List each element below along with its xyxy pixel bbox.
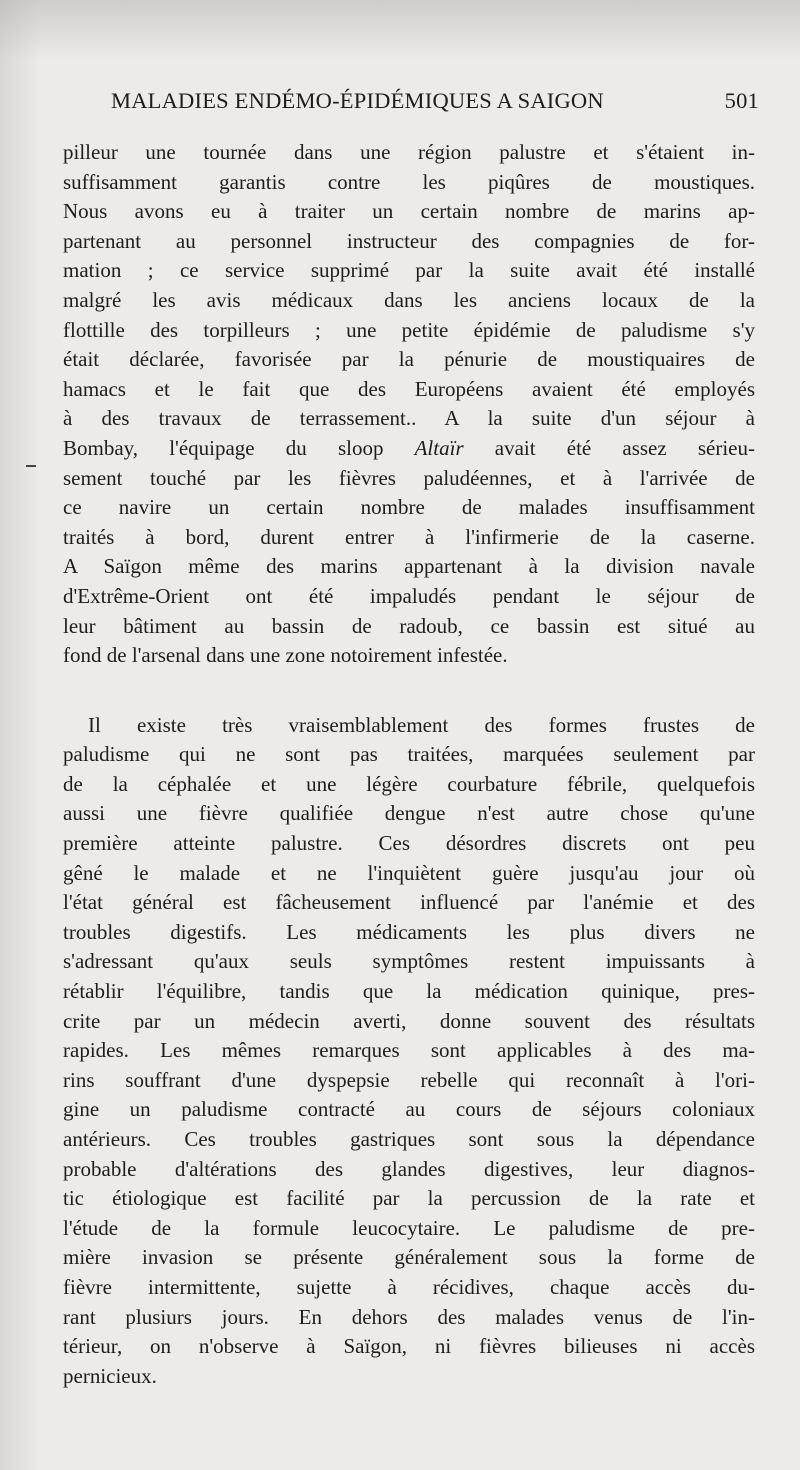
- text-line: leur bâtiment au bassin de radoub, ce bassin est situé au: [63, 613, 755, 638]
- text-line: tic étiologique est facilité par la percussion de la rate et: [63, 1186, 755, 1211]
- text-line-with-ship-name: [63, 434, 755, 464]
- running-header: [111, 88, 759, 118]
- text-line: Nous avons eu à traiter un certain nombre de marins ap-: [63, 199, 755, 224]
- text-line: pilleur une tournée dans une région palustre et s'étaient in-: [63, 140, 755, 164]
- text-line: flottille des torpilleurs ; une petite épidémie de paludisme s'y: [63, 317, 755, 342]
- text-line: l'étude de la formule leucocytaire. Le paludisme de pre-: [63, 1215, 755, 1240]
- text-line: pernicieux.: [63, 1363, 157, 1388]
- text-line: antérieurs. Ces troubles gastriques sont sous la dépendance: [63, 1127, 755, 1151]
- page-number: 501: [724, 88, 759, 113]
- text-line: troubles digestifs. Les médicaments les plus divers ne: [63, 919, 755, 944]
- paragraph-gap: [63, 671, 755, 711]
- text-line: crite par un médecin averti, donne souvent des résultats: [63, 1008, 755, 1033]
- text-fragment: Bombay, l'équipage du sloop: [63, 435, 415, 460]
- text-line: fièvre intermittente, sujette à récidives, chaque accès du-: [63, 1274, 755, 1299]
- text-line: paludisme qui ne sont pas traitées, marquées seulement par: [63, 742, 755, 767]
- text-line: s'adressant qu'aux seuls symptômes restent impuissants à: [63, 949, 755, 974]
- text-line: l'état général est fâcheusement influencé par l'anémie et des: [63, 890, 755, 915]
- text-line: mation ; ce service supprimé par la suite avait été installé: [63, 258, 755, 283]
- text-line: Il existe très vraisemblablement des formes frustes de: [88, 712, 755, 737]
- text-fragment: avait été assez sérieu-: [463, 435, 755, 460]
- text-line: était déclarée, favorisée par la pénurie de moustiquaires de: [63, 347, 755, 372]
- text-line: térieur, on n'observe à Saïgon, ni fièvres bilieuses ni accès: [63, 1334, 755, 1359]
- text-line: ce navire un certain nombre de malades insuffisamment: [63, 495, 755, 520]
- text-line: sement touché par les fièvres paludéennes, et à l'arrivée de: [63, 465, 755, 490]
- text-line: malgré les avis médicaux dans les anciens locaux de la: [63, 287, 755, 312]
- margin-mark: [26, 465, 36, 467]
- text-line: à des travaux de terrassement.. A la suite d'un séjour à: [63, 406, 755, 431]
- text-line: rétablir l'équilibre, tandis que la médication quinique, pres-: [63, 979, 755, 1004]
- text-line: suffisamment garantis contre les piqûres de moustiques.: [63, 169, 755, 194]
- scan-shading-left: [0, 0, 40, 1470]
- text-line: A Saïgon même des marins appartenant à la division navale: [63, 554, 755, 579]
- text-line: gine un paludisme contracté au cours de séjours coloniaux: [63, 1097, 755, 1122]
- text-line: partenant au personnel instructeur des compagnies de for-: [63, 228, 755, 253]
- text-line: aussi une fièvre qualifiée dengue n'est autre chose qu'une: [63, 801, 755, 826]
- scan-shading-top: [0, 0, 800, 60]
- ship-name: Altaïr: [414, 435, 464, 460]
- text-line: de la céphalée et une légère courbature fébrile, quelquefois: [63, 771, 755, 796]
- text-line: traités à bord, durent entrer à l'infirmerie de la caserne.: [63, 524, 755, 549]
- text-line: rapides. Les mêmes remarques sont applicables à des ma-: [63, 1038, 755, 1063]
- running-title: MALADIES ENDÉMO-ÉPIDÉMIQUES A SAIGON: [111, 88, 604, 113]
- text-line: rins souffrant d'une dyspepsie rebelle qui reconnaît à l'ori-: [63, 1067, 755, 1092]
- text-line: probable d'altérations des glandes digestives, leur diagnos-: [63, 1156, 755, 1181]
- text-line: fond de l'arsenal dans une zone notoirement infestée.: [63, 643, 508, 668]
- text-line: rant plusiurs jours. En dehors des malades venus de l'in-: [63, 1304, 755, 1329]
- text-line: première atteinte palustre. Ces désordres discrets ont peu: [63, 831, 755, 856]
- body-text: [63, 138, 755, 1391]
- text-line: hamacs et le fait que des Européens avaient été employés: [63, 376, 755, 401]
- text-line: gêné le malade et ne l'inquiètent guère jusqu'au jour où: [63, 860, 755, 885]
- text-line: mière invasion se présente généralement sous la forme de: [63, 1245, 755, 1270]
- text-line: d'Extrême-Orient ont été impaludés pendant le séjour de: [63, 583, 755, 608]
